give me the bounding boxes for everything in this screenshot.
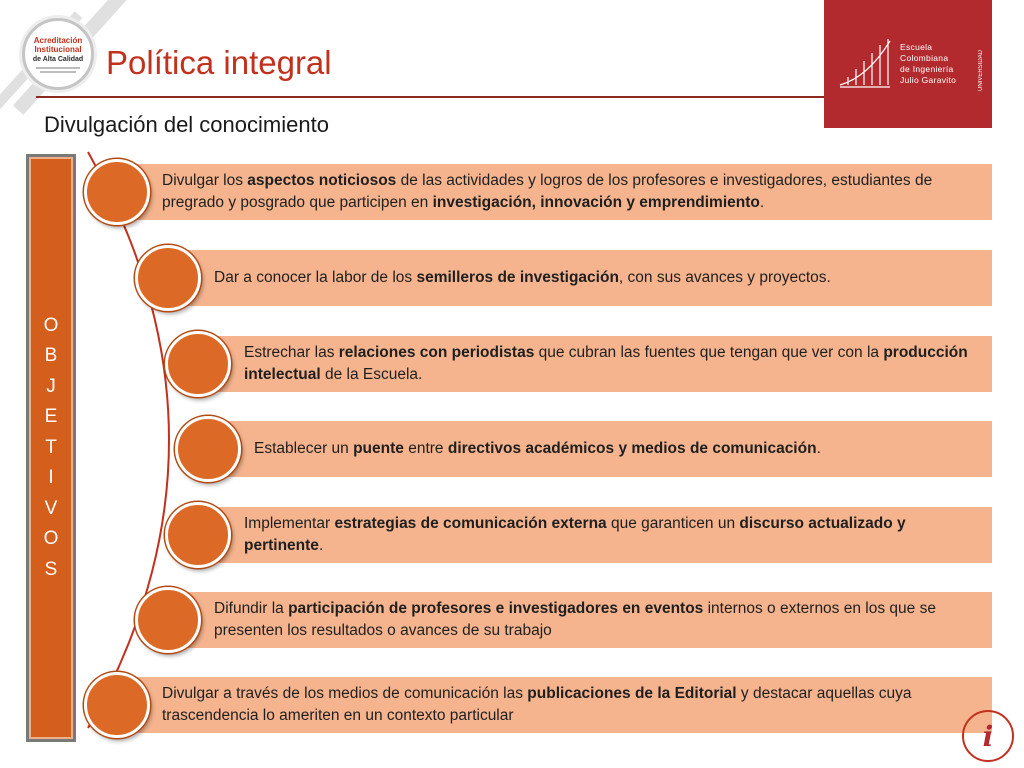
objective-row [198,336,992,392]
objective-row [118,677,992,733]
objective-row [198,507,992,563]
objective-bullet-circle [165,331,231,397]
objective-text-part: y destacar aquellas cuya trascendencia lo ameriten en un contexto particular [162,685,912,724]
accreditation-seal [22,18,94,90]
objetivos-letter: T [45,436,57,458]
objective-text-part: Implementar [244,515,335,532]
objective-text-part: de las actividades y logros de los profesores e investigadores, estudiantes de pregrado y posgrado que participen en [162,172,933,211]
seal-decoration [40,71,76,73]
objective-text-bold: discurso actualizado y pertinente [244,515,906,554]
objective-text [214,267,831,289]
objective-text [244,342,980,386]
university-logo [824,0,992,128]
building-columns-icon [838,37,892,91]
objective-text-bold: estrategias de comunicación externa [334,515,607,532]
objetivos-vertical-bar [26,154,76,742]
objective-text-bold: semilleros de investigación [416,269,619,286]
objective-bullet-circle [135,245,201,311]
objective-text-part: . [759,194,765,211]
objective-text-part: Dar a conocer la labor de los [214,269,417,286]
objetivos-letter: V [44,497,58,519]
objective-text-part: Divulgar los [162,172,248,189]
logo-line: Escuela [900,42,933,52]
objective-text-bold: directivos académicos y medios de comunicación [447,440,817,457]
objective-row [168,592,992,648]
objective-row [168,250,992,306]
logo-side-text: UNIVERSIDAD [978,50,984,92]
objective-text-bold: puente [353,440,404,457]
logo-text [900,42,956,86]
objective-row [208,421,992,477]
objective-bullet-circle [135,587,201,653]
objetivos-letter: O [43,314,59,336]
objective-text-part: internos o externos en los que se presenten los resultados o avances de su trabajo [214,600,936,639]
logo-line: Julio Garavito [900,75,957,85]
slide-title: Política integral [106,44,332,81]
title-divider [36,96,826,98]
objective-row [118,164,992,220]
objetivos-letter: B [44,345,58,367]
objective-text-part: Estrechar las [244,344,339,361]
seal-decoration [36,67,80,69]
objective-text-part: que garanticen un [606,515,740,532]
objective-text-part: , con sus avances y proyectos. [618,269,831,286]
objective-text-part: Difundir la [214,600,289,617]
objective-text [162,170,980,214]
objective-text-part: . [318,537,324,554]
objective-text-bold: relaciones con periodistas [338,344,535,361]
slide-subtitle: Divulgación del conocimiento [44,112,329,137]
objective-text-part: Establecer un [254,440,354,457]
objective-text-bold: aspectos noticiosos [247,172,397,189]
objetivos-letter: J [46,375,56,397]
objective-text-bold: producción intelectual [244,344,968,383]
objective-text [244,513,980,557]
objective-text-bold: publicaciones de la Editorial [527,685,737,702]
objetivos-letter: E [44,406,58,428]
objective-text-bold: participación de profesores e investigadores en eventos [288,600,704,617]
objective-text-part: . [816,440,821,457]
objetivos-letter: I [48,467,54,489]
objective-text-part: Divulgar a través de los medios de comunicación las [162,685,528,702]
objective-text-part: que cubran las fuentes que tengan que ver con la [534,344,884,361]
objetivos-letter: O [43,528,59,550]
objective-text [162,683,980,727]
objective-bullet-circle [84,672,150,738]
logo-line: Colombiana [900,53,949,63]
objective-text-part: de la Escuela. [320,366,423,383]
objective-bullet-circle [84,159,150,225]
logo-line: de Ingeniería [900,64,954,74]
objective-text [214,598,980,642]
seal-line: Institucional [34,44,82,54]
footer-logo-icon: i [962,710,1014,762]
objective-bullet-circle [175,416,241,482]
objective-text-part: entre [403,440,448,457]
seal-line: de Alta Calidad [32,55,84,63]
objective-text [254,438,821,460]
objective-text-bold: investigación, innovación y emprendimiento [432,194,760,211]
seal-line: Acreditación [33,35,83,45]
objetivos-letter: S [44,558,58,580]
objective-bullet-circle [165,502,231,568]
